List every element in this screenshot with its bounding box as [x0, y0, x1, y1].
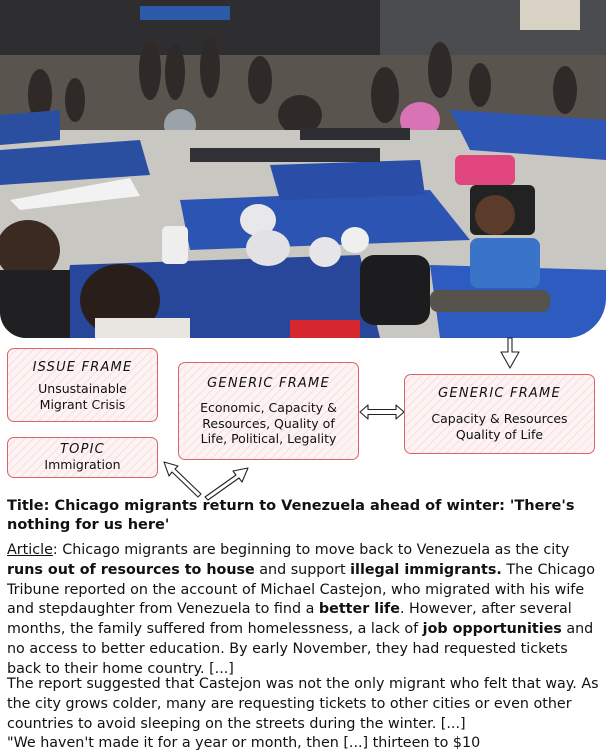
- generic-frame-left-line-1: Economic, Capacity &: [200, 400, 337, 415]
- article-label: Article: [7, 542, 53, 558]
- issue-frame-line-1: Unsustainable: [38, 381, 127, 396]
- generic-frame-left-box: [178, 362, 359, 460]
- generic-left-arrow: [205, 468, 248, 500]
- issue-frame-box: [7, 348, 158, 422]
- issue-frame-line-2: Migrant Crisis: [39, 396, 126, 412]
- p1-text-g: . However, after several months, the family suffered from homelessness, a lack of: [7, 601, 572, 638]
- topic-box: [7, 437, 158, 478]
- article-paragraph-3-cut: "We haven't made it for a year or month, then [...] thirteen to $10: [7, 735, 481, 751]
- p1-text-e: The Chicago Tribune reported on the account of Michael Castejon, who migrated with his wife and stepdaughter from Venezuela to find a: [7, 561, 595, 618]
- generic-frame-left-line-2: Resources, Quality of: [202, 415, 335, 431]
- generic-frame-right-title: GENERIC FRAME: [438, 386, 561, 401]
- generic-frame-right-line-1: Capacity & Resources: [431, 411, 568, 426]
- topic-arrow: [164, 462, 201, 497]
- photo-to-generic-arrow: [501, 338, 519, 368]
- generic-frame-left-title: GENERIC FRAME: [207, 376, 330, 391]
- p1-text-a: : Chicago migrants are beginning to move back to Venezuela as the city: [52, 542, 570, 558]
- generic-frame-right-box: [404, 374, 595, 454]
- article-title: Title: Chicago migrants return to Venezuela ahead of winter: 'There's nothing for us here': [7, 498, 575, 533]
- article-paragraph-2: The report suggested that Castejon was not the only migrant who felt that way. As the city grows colder, many are requesting tickets to other cities or even other countries to avoid sleeping on the streets during the winter. [...]: [7, 676, 599, 732]
- p1-bold-job: job opportunities: [422, 621, 562, 638]
- p1-bold-resources: runs out of resources to house: [7, 561, 255, 578]
- topic-line-1: Immigration: [44, 457, 121, 472]
- issue-frame-title: ISSUE FRAME: [32, 360, 133, 375]
- generic-double-arrow: [360, 405, 404, 419]
- generic-frame-right-line-2: Quality of Life: [455, 426, 544, 442]
- shelter-scene-illustration: [0, 0, 606, 338]
- generic-frame-left-line-3: Life, Political, Legality: [200, 431, 337, 446]
- p1-text-i: and no access to better education. By early November, they had requested tickets back to their home country. [...]: [7, 621, 594, 677]
- p1-bold-illegal: illegal immigrants.: [350, 561, 502, 578]
- p1-bold-better-life: better life: [318, 601, 400, 618]
- article-paragraph-1: [7, 541, 603, 680]
- topic-title: TOPIC: [60, 442, 105, 457]
- p1-text-c: and support: [254, 561, 351, 578]
- photo-migrant-shelter: [0, 0, 606, 338]
